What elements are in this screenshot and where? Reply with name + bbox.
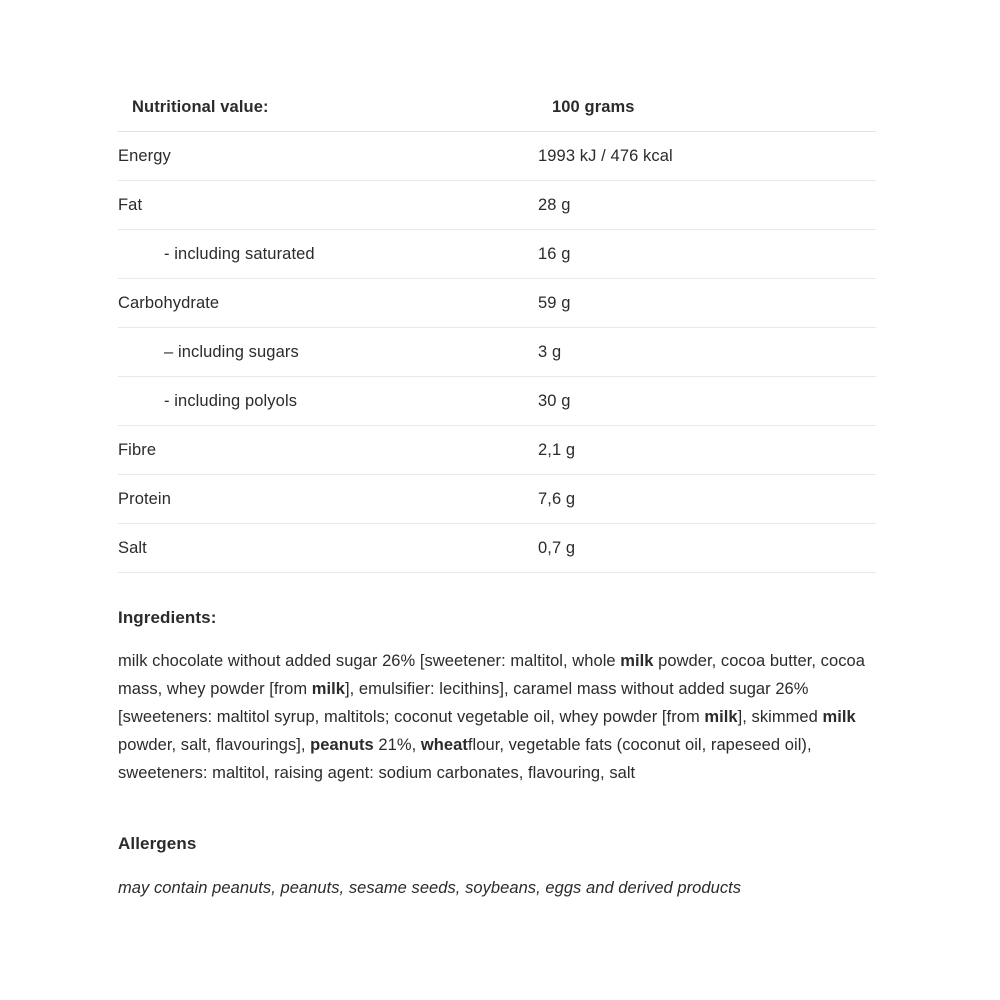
ingredients-text: milk chocolate without added sugar 26% [sweetener: maltitol, whole milk powder, cocoa butter, cocoa mass, whey powder [from milk], emulsifier: lecithins], caramel mass without added sugar 26% [sweeteners: maltitol syrup, maltitols; coconut vegetable oil, whey powder [from milk], skimmed milk powder, salt, flavourings], peanuts 21%, wheatflour, vegetable fats (coconut oil, rapeseed oil), sweeteners: maltitol, raising agent: sodium carbonates, flavouring, salt (118, 652, 865, 782)
row-value: 0,7 g (538, 524, 876, 573)
table-row (118, 524, 876, 573)
row-value: 3 g (538, 328, 876, 377)
allergens-text: may contain peanuts, peanuts, sesame seeds, soybeans, eggs and derived products (118, 879, 742, 897)
table-row (118, 132, 876, 181)
allergens-heading: Allergens (118, 834, 197, 853)
row-label: - including saturated (118, 230, 538, 279)
row-value: 1993 kJ / 476 kcal (538, 132, 876, 181)
row-label: Salt (118, 524, 538, 573)
table-row (118, 279, 876, 328)
row-label: Fibre (118, 426, 538, 475)
row-value: 30 g (538, 377, 876, 426)
table-header-row (118, 84, 876, 132)
table-row (118, 377, 876, 426)
row-value: 16 g (538, 230, 876, 279)
column-header-amount: 100 grams (538, 84, 876, 132)
ingredients-heading: Ingredients: (118, 608, 217, 627)
table-row (118, 426, 876, 475)
table-row (118, 328, 876, 377)
row-value: 28 g (538, 181, 876, 230)
row-value: 7,6 g (538, 475, 876, 524)
table-row (118, 181, 876, 230)
row-label: Energy (118, 132, 538, 181)
nutrition-table-body (118, 132, 876, 573)
table-row (118, 475, 876, 524)
nutrition-table (118, 84, 876, 573)
row-label: Protein (118, 475, 538, 524)
row-label: – including sugars (118, 328, 538, 377)
row-label: Carbohydrate (118, 279, 538, 328)
row-value: 2,1 g (538, 426, 876, 475)
column-header-nutritional-value: Nutritional value: (118, 84, 538, 132)
nutrition-table-container (118, 84, 876, 573)
row-label: Fat (118, 181, 538, 230)
table-row (118, 230, 876, 279)
row-label: - including polyols (118, 377, 538, 426)
row-value: 59 g (538, 279, 876, 328)
